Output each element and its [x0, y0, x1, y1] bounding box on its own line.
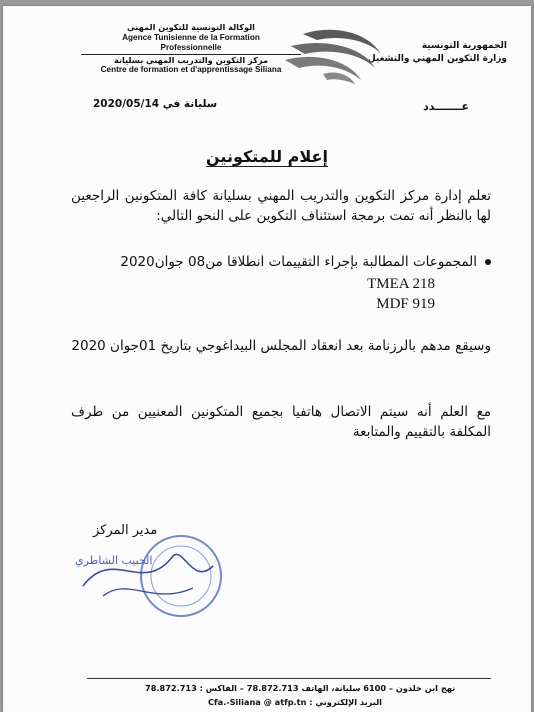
header-republic: الجمهورية التونسية: [421, 41, 507, 51]
header-ministry-name: وزارة التكوين المهني والتشغيل: [367, 54, 507, 64]
document-page: [3, 6, 531, 712]
paragraph-intro: تعلم إدارة مركز التكوين والتدريب المهني بسليانة كافة المتكونين الراجعين لها بالنظر أنه تمت برمجة استئناف التكوين على النحو التالي:: [71, 188, 491, 224]
footer-email: البريد الإلكتروني : Cfa.-Siliana @ atfp.tn: [208, 697, 382, 707]
header-agency-fr2: Professionnelle: [81, 43, 301, 55]
group-code: TMEA 218: [367, 276, 435, 292]
official-stamp-icon: [73, 526, 233, 622]
bullet-item: [51, 252, 491, 272]
reference-number: عـــــــدد: [423, 100, 469, 113]
document-date: سليانة في 2020/05/14: [93, 98, 218, 110]
header-centre-ar: مركز التكوين والتدريب المهني بسليانة: [113, 54, 269, 65]
paragraph-schedule: وسيقع مدهم بالرزنامة بعد انعقاد المجلس البيداغوجي بتاريخ 01جوان 2020: [71, 338, 491, 354]
header-centre-fr: Centre de formation et d'apprentissage Siliana: [100, 65, 282, 74]
header-agency: [81, 22, 301, 76]
header-agency-ar: الوكالة التونسية للتكوين المهني: [126, 22, 255, 32]
footer-divider: [87, 678, 491, 679]
director-title: مدير المركز: [93, 523, 158, 538]
bullet-text: المجموعات المطالبة بإجراء التقييمات انطلاقا من08 جوان2020: [120, 254, 477, 270]
bullet-dot-icon: [485, 259, 491, 265]
header-ministry: [368, 40, 507, 66]
paragraph-contact: مع العلم أنه سيتم الاتصال هاتفيا بجميع المتكونين المعنيين من طرف المكلفة بالتقييم والمتابعة: [71, 404, 491, 440]
footer-address: نهج ابن خلدون – 6100 سليانة، الهاتف 78.872.713 – الفاكس : 78.872.713: [145, 683, 456, 693]
signature-name: الحبيب الشاطري: [75, 554, 153, 567]
document-title: [3, 147, 531, 166]
header-agency-fr: Agence Tunisienne de la Formation: [122, 32, 260, 42]
group-code: MDF 919: [376, 296, 435, 312]
title-text: إعلام للمتكونين: [206, 147, 328, 166]
